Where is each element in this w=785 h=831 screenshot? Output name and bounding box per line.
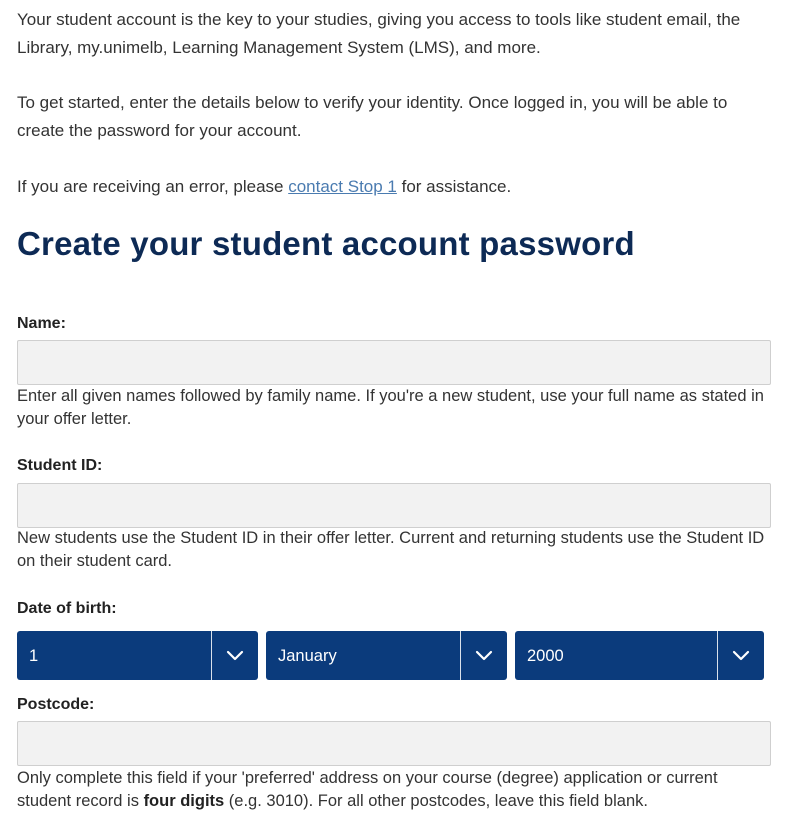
name-input[interactable]: [17, 340, 771, 385]
dob-month-select[interactable]: [266, 631, 507, 680]
postcode-help-part-2: (e.g. 3010). For all other postcodes, leave this field blank.: [224, 792, 648, 810]
intro-paragraph-1: Your student account is the key to your studies, giving you access to tools like student email, the Library, my.unimelb, Learning Management System (LMS), and more.: [17, 10, 741, 57]
select-divider: [460, 631, 461, 680]
chevron-down-icon: [226, 648, 244, 662]
student-id-help-text: New students use the Student ID in their offer letter. Current and returning students use the Student ID on their student card.: [17, 529, 765, 570]
student-id-input[interactable]: [17, 483, 771, 528]
dob-label: Date of birth:: [17, 600, 117, 617]
dob-year-select[interactable]: [515, 631, 764, 680]
intro-paragraph-2: To get started, enter the details below to verify your identity. Once logged in, you will be able to create the password for your account.: [17, 93, 728, 140]
postcode-input[interactable]: [17, 721, 771, 766]
page-title: Create your student account password: [17, 225, 635, 262]
dob-day-value: 1: [29, 647, 39, 665]
dob-year-value: 2000: [527, 647, 564, 665]
intro-paragraph-3-text: If you are receiving an error, please: [17, 177, 289, 196]
postcode-label: Postcode:: [17, 696, 95, 713]
dob-month-value: January: [278, 647, 337, 665]
select-divider: [717, 631, 718, 680]
student-id-label: Student ID:: [17, 457, 103, 474]
postcode-help-bold: four digits: [143, 792, 225, 810]
name-label: Name:: [17, 315, 66, 332]
select-divider: [211, 631, 212, 680]
contact-stop1-link[interactable]: contact Stop 1: [288, 177, 397, 196]
intro-paragraph-3: [17, 173, 771, 201]
postcode-help-part-1: Only complete this field if your 'preferred' address on your course (degree) application or current student record is: [17, 769, 718, 810]
dob-day-select[interactable]: [17, 631, 258, 680]
chevron-down-icon: [732, 648, 750, 662]
name-help-text: Enter all given names followed by family name. If you're a new student, use your full name as stated in your offer letter.: [17, 387, 764, 428]
intro-paragraph-3-suffix: for assistance.: [396, 177, 512, 196]
postcode-help-text: [17, 767, 771, 813]
chevron-down-icon: [475, 648, 493, 662]
